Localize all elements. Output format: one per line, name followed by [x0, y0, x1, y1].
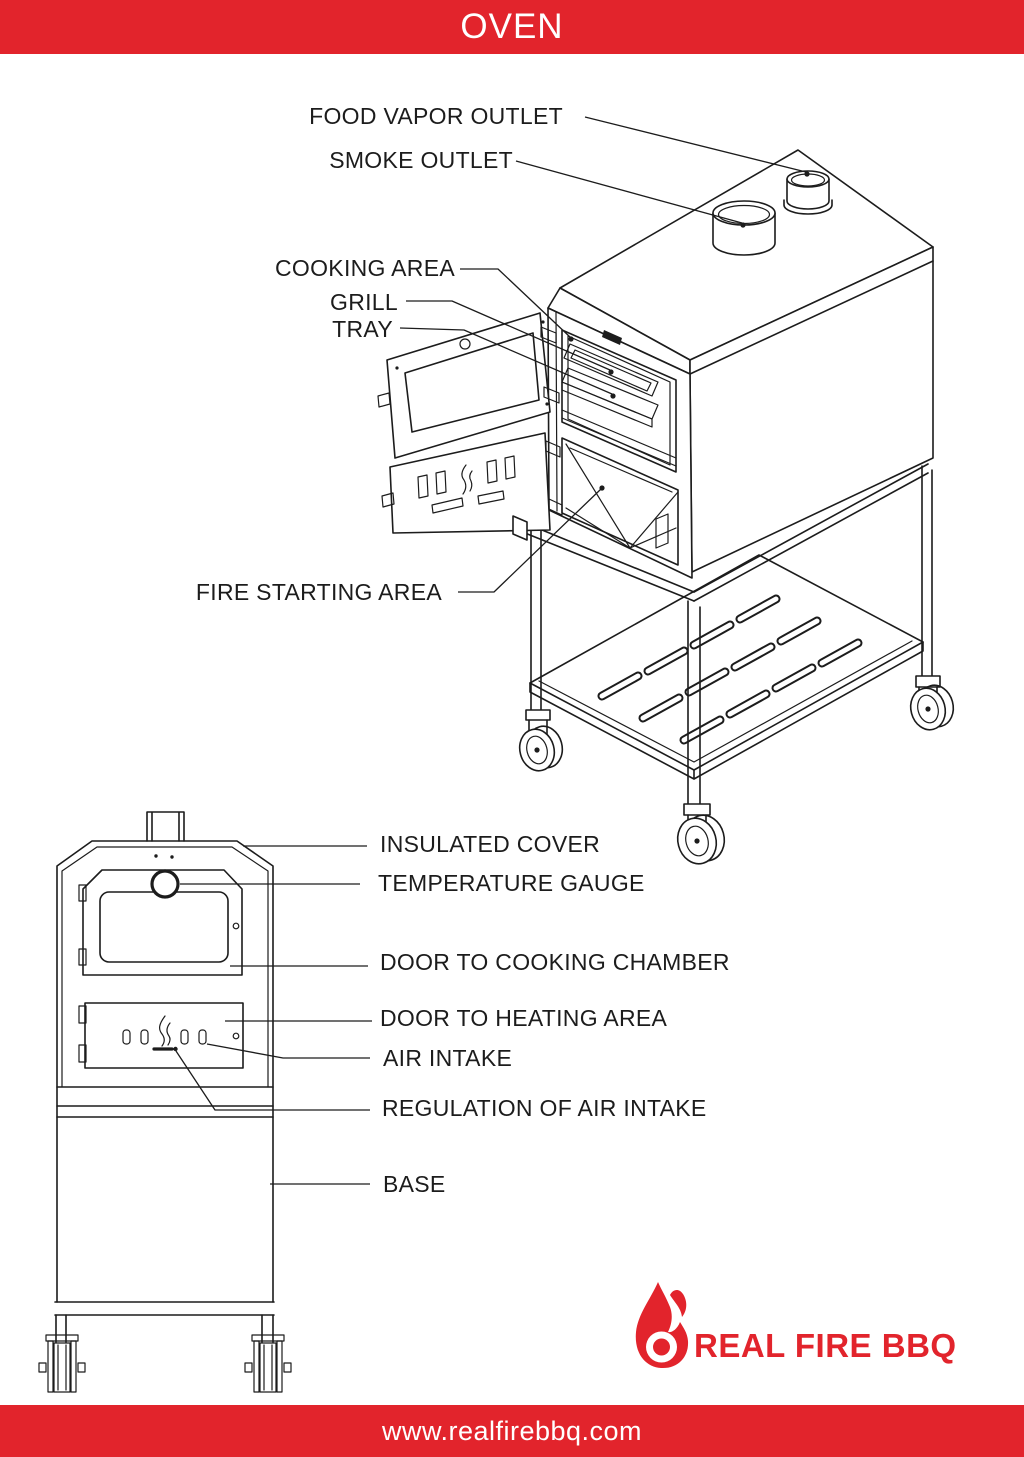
label-food-vapor-outlet: FOOD VAPOR OUTLET — [309, 103, 563, 129]
label-regulation-of-air-intake: REGULATION OF AIR INTAKE — [382, 1095, 707, 1121]
oven-front-drawing — [39, 812, 372, 1392]
caster-wheel-right — [906, 676, 958, 734]
oven-isometric-drawing — [378, 117, 958, 868]
brand-name: REAL FIRE BBQ — [694, 1327, 957, 1364]
label-tray: TRAY — [332, 316, 393, 342]
flame-glyph — [160, 1016, 165, 1046]
flame-icon — [632, 1278, 694, 1370]
caster-wheel-front — [673, 804, 730, 868]
website-url: www.realfirebbq.com — [381, 1415, 643, 1446]
label-door-to-heating-area: DOOR TO HEATING AREA — [380, 1005, 668, 1031]
footer-bar — [0, 1405, 1024, 1457]
page-title: OVEN — [460, 7, 564, 46]
label-grill: GRILL — [330, 289, 398, 315]
food-vapor-outlet-cylinder — [784, 171, 832, 214]
caster-wheel-left — [515, 710, 567, 775]
front-caster-right — [245, 1335, 291, 1392]
temperature-gauge-dial — [152, 871, 178, 897]
label-door-to-cooking-chamber: DOOR TO COOKING CHAMBER — [380, 949, 730, 975]
front-leader-lines — [176, 846, 372, 1184]
front-caster-left — [39, 1335, 85, 1392]
label-fire-starting-area: FIRE STARTING AREA — [195, 579, 442, 605]
label-insulated-cover: INSULATED COVER — [380, 831, 601, 857]
label-base: BASE — [383, 1171, 446, 1197]
smoke-outlet-cylinder — [713, 201, 775, 255]
label-air-intake: AIR INTAKE — [383, 1045, 513, 1071]
label-cooking-area: COOKING AREA — [275, 255, 455, 281]
front-upper-door — [79, 854, 242, 975]
front-lower-door — [79, 1003, 243, 1068]
label-smoke-outlet: SMOKE OUTLET — [329, 147, 513, 173]
label-temperature-gauge: TEMPERATURE GAUGE — [378, 870, 645, 896]
cart-shelf — [530, 555, 923, 779]
